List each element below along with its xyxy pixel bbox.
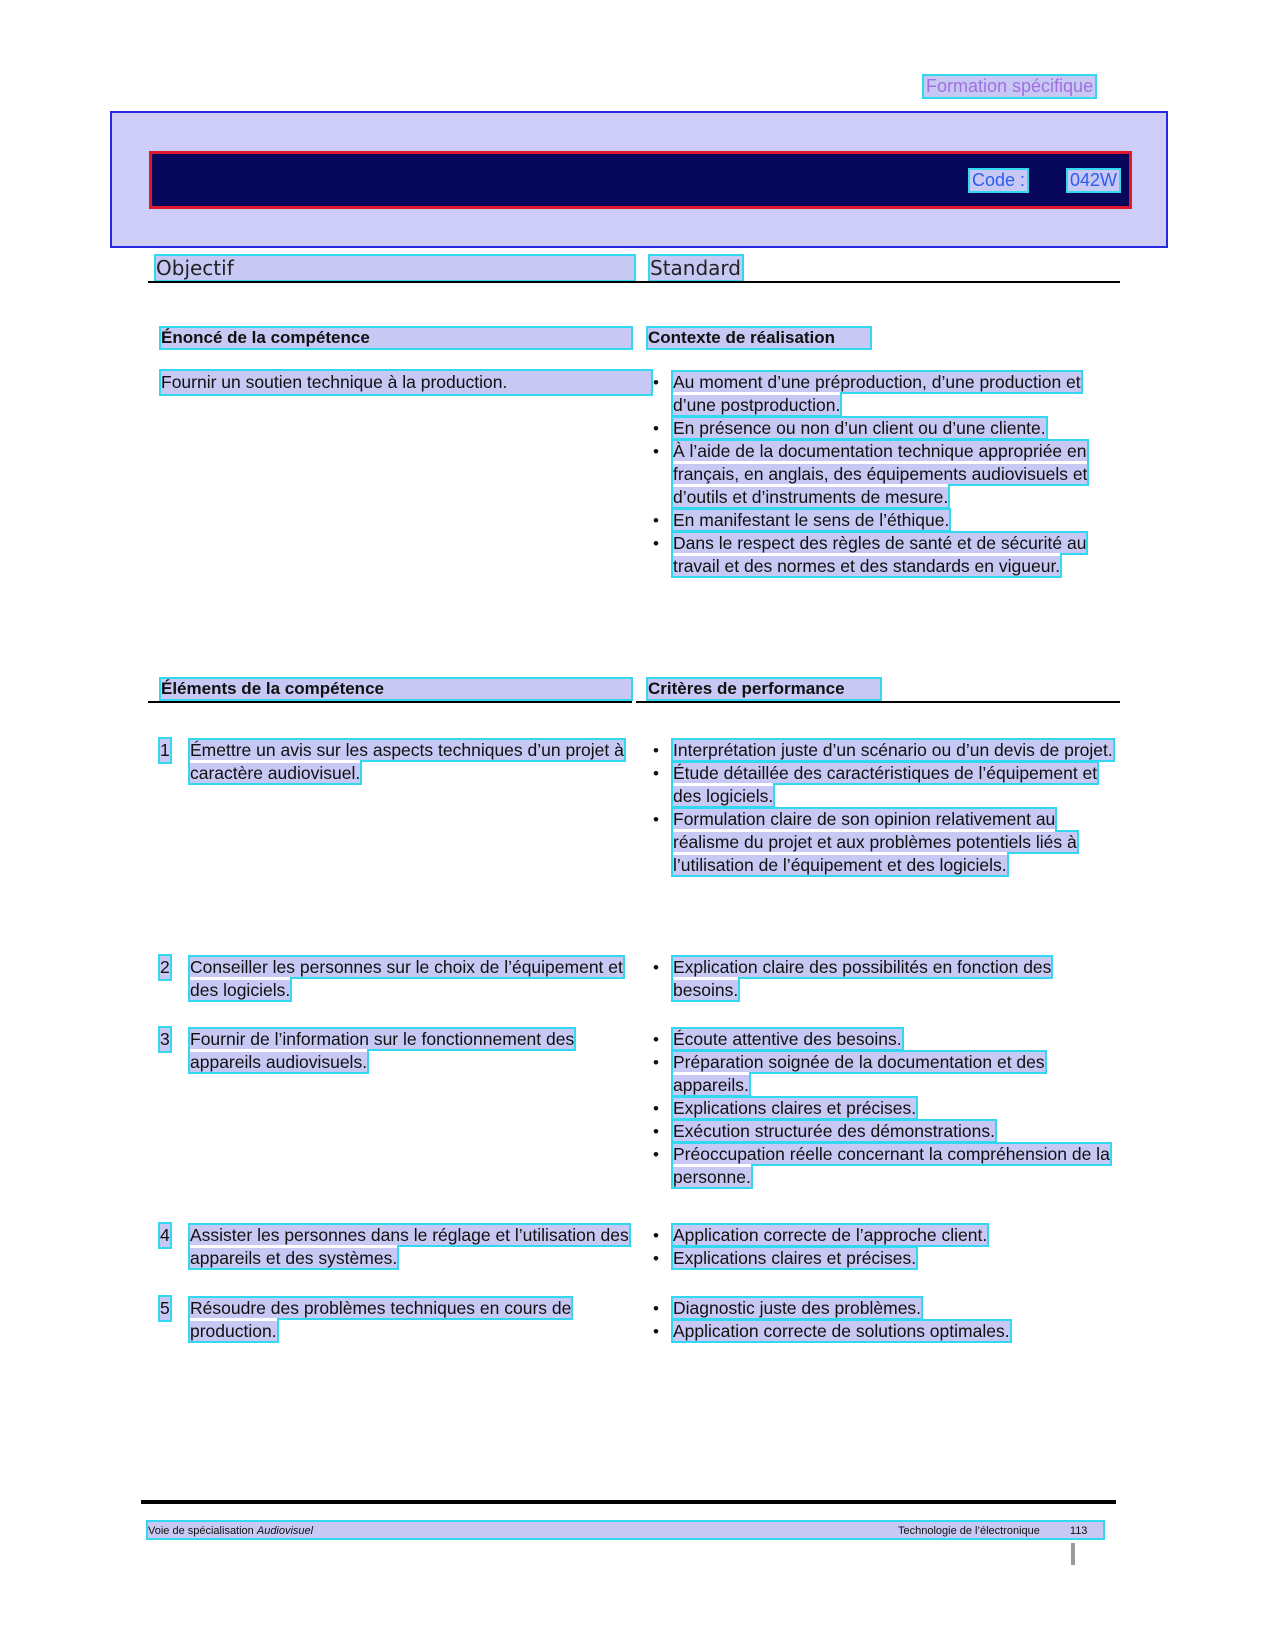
criteria-item: • Étude détaillée des caractéristiques de l’équipement et des logiciels. [653,763,1098,806]
bullet-icon: • [653,1299,659,1318]
element-number: 2 [160,957,170,977]
enonce-heading: Énoncé de la compétence [161,328,631,348]
criteria-item: • Écoute attentive des besoins. [653,1029,902,1049]
contexte-item: • Au moment d’une préproduction, d’une production et d’une postproduction. [653,372,1081,415]
title-rule [148,281,1120,283]
footer-rule [141,1500,1116,1504]
criteria-item: • Diagnostic juste des problèmes. [653,1298,922,1318]
bullet-icon: • [653,1145,659,1164]
element-number: 5 [160,1298,170,1318]
bullet-icon: • [653,764,659,783]
elements-heading: Éléments de la compétence [161,679,631,699]
criteria-item: • Explications claires et précises. [653,1248,917,1268]
objectif-title: Objectif [156,256,634,280]
contexte-heading: Contexte de réalisation [648,328,870,348]
element-text: Assister les personnes dans le réglage et l’utilisation des appareils et des systèmes. [190,1225,629,1268]
bullet-icon: • [653,1099,659,1118]
elements-rule [148,701,632,703]
element-item [160,956,630,1002]
criteres-rule [636,701,1120,703]
contexte-item: • En manifestant le sens de l’éthique. [653,510,950,530]
criteria-item: • Explication claire des possibilités en fonction des besoins. [653,957,1052,1000]
criteria-list [653,1297,1113,1343]
criteria-item: • Préoccupation réelle concernant la compréhension de la personne. [653,1144,1110,1187]
bullet-icon: • [653,958,659,977]
bullet-icon: • [653,1226,659,1245]
criteria-list [653,1028,1113,1189]
bullet-icon: • [653,1053,659,1072]
bullet-icon: • [653,511,659,530]
enonce-text: Fournir un soutien technique à la production. [161,371,651,394]
bullet-icon: • [653,419,659,438]
criteria-list [653,739,1113,877]
page-tick [1071,1543,1075,1565]
bullet-icon: • [653,810,659,829]
criteres-heading: Critères de performance [648,679,880,699]
bullet-icon: • [653,1030,659,1049]
element-text: Conseiller les personnes sur le choix de l’équipement et des logiciels. [190,957,623,1000]
element-item [160,739,630,785]
criteria-item: • Préparation soignée de la documentation et des appareils. [653,1052,1045,1095]
contexte-list [653,371,1113,578]
bullet-icon: • [653,1122,659,1141]
criteria-item: • Application correcte de l’approche client. [653,1225,988,1245]
element-number: 4 [160,1225,170,1245]
bullet-icon: • [653,741,659,760]
bullet-icon: • [653,534,659,553]
bullet-icon: • [653,373,659,392]
element-number: 1 [160,740,170,760]
element-text: Résoudre des problèmes techniques en cours de production. [190,1298,572,1341]
contexte-item: • À l’aide de la documentation technique appropriée en français, en anglais, des équipements audiovisuels et d’outils et d’instruments de mesure. [653,441,1088,507]
footer-right: Technologie de l’électronique 113 [898,1525,1088,1537]
bullet-icon: • [653,1322,659,1341]
code-value: 042W [1070,170,1118,190]
bullet-icon: • [653,1249,659,1268]
criteria-item: • Application correcte de solutions optimales. [653,1321,1010,1341]
bullet-icon: • [653,442,659,461]
element-item [160,1297,630,1343]
element-text: Émettre un avis sur les aspects techniques d’un projet à caractère audiovisuel. [190,740,624,783]
code-label: Code : [972,170,1026,190]
element-item [160,1028,630,1074]
contexte-item: • En présence ou non d’un client ou d’une cliente. [653,418,1046,438]
element-number: 3 [160,1029,170,1049]
page-number: 113 [1069,1525,1088,1537]
standard-title: Standard [650,256,741,280]
criteria-item: • Exécution structurée des démonstrations. [653,1121,995,1141]
element-text: Fournir de l’information sur le fonctionnement des appareils audiovisuels. [190,1029,575,1072]
criteria-item: • Explications claires et précises. [653,1098,917,1118]
element-item [160,1224,630,1270]
contexte-item: • Dans le respect des règles de santé et de sécurité au travail et des normes et des standards en vigueur. [653,533,1087,576]
formation-label: Formation spécifique [926,76,1094,96]
criteria-item: • Formulation claire de son opinion relativement au réalisme du projet et aux problèmes potentiels liés à l’utilisation de l’équipement et des logiciels. [653,809,1077,875]
criteria-list [653,956,1113,1002]
footer-left: Voie de spécialisation Audiovisuel [148,1525,314,1537]
criteria-list [653,1224,1113,1270]
criteria-item: • Interprétation juste d’un scénario ou d’un devis de projet. [653,740,1113,760]
